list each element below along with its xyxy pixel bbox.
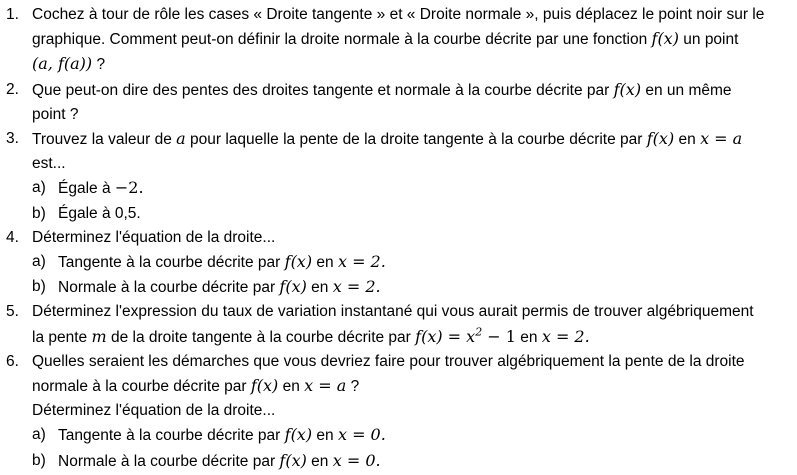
- sub-question-b: b) Égale à 0,5.: [32, 202, 791, 226]
- question-5: [6, 300, 791, 349]
- math-expression: f(x): [651, 29, 679, 49]
- math-expression: (a, f(a)): [32, 54, 93, 74]
- sub-question-label: b): [32, 204, 46, 222]
- question-number: 4.: [6, 228, 19, 246]
- math-expression: f(x): [279, 450, 307, 470]
- math-expression: x = 2.: [541, 326, 590, 346]
- question-text: Trouvez la valeur de a pour laquelle la pente de la droite tangente à la courbe décrite par f(x) en x = a: [32, 129, 743, 149]
- math-expression: −2.: [114, 178, 144, 198]
- math-expression: f(x): [284, 425, 313, 445]
- sub-question-a: a) Tangente à la courbe décrite par f(x) en x = 0.: [32, 423, 791, 448]
- question-number: 1.: [6, 6, 19, 23]
- math-expression: $f(x) = x^2 - 1$: [415, 325, 516, 346]
- question-text: Déterminez l'équation de la droite...: [32, 402, 276, 420]
- question-text: (a, f(a)) ?: [32, 54, 106, 74]
- question-1: [6, 3, 791, 78]
- sub-question-b: b) Normale à la courbe décrite par f(x) en x = 2.: [32, 275, 791, 300]
- question-6: [6, 350, 791, 474]
- question-text: Cochez à tour de rôle les cases « Droite tangente » et « Droite normale », puis déplacez le point noir sur le: [32, 6, 765, 23]
- math-expression: f(x): [279, 277, 307, 297]
- math-expression: f(x): [613, 79, 642, 99]
- question-number: 5.: [6, 303, 19, 321]
- question-number: 6.: [6, 352, 19, 370]
- question-number: 2.: [6, 80, 19, 98]
- math-expression: x = a: [700, 129, 743, 149]
- question-2: [6, 78, 791, 127]
- question-text: normale à la courbe décrite par f(x) en x = a ?: [32, 376, 360, 396]
- question-text: Déterminez l'expression du taux de variation instantané qui vous aurait permis de trouver algébriquement: [32, 303, 754, 321]
- sub-question-label: a): [32, 426, 46, 444]
- math-expression: x = 2.: [337, 252, 386, 272]
- math-expression: x = a: [304, 376, 347, 396]
- sub-question-a: a) Égale à −2.: [32, 176, 791, 201]
- question-text: Déterminez l'équation de la droite...: [32, 228, 276, 246]
- math-expression: f(x): [284, 252, 313, 272]
- question-text: la pente m de la droite tangente à la courbe décrite par $f(x) = x^2 - 1$ en x = 2.: [32, 325, 590, 346]
- math-expression: f(x): [646, 129, 675, 149]
- math-expression: m: [91, 326, 107, 346]
- math-expression: x = 2.: [332, 277, 381, 297]
- sub-question-label: b): [32, 278, 46, 296]
- question-text: est...: [32, 155, 66, 173]
- math-expression: f(x): [250, 376, 279, 396]
- math-expression: x = 0.: [332, 450, 381, 470]
- math-expression: a: [176, 129, 186, 149]
- question-4: [6, 226, 791, 301]
- sub-question-label: b): [32, 451, 46, 469]
- question-3: [6, 127, 791, 226]
- sub-question-b: b) Normale à la courbe décrite par f(x) en x = 0.: [32, 449, 791, 474]
- sub-question-label: a): [32, 179, 46, 197]
- question-text: point ?: [32, 105, 79, 123]
- question-text: Que peut-on dire des pentes des droites tangente et normale à la courbe décrite par f(x) en un même: [32, 79, 732, 99]
- math-expression: x = 0.: [337, 425, 386, 445]
- question-text: Quelles seraient les démarches que vous devriez faire pour trouver algébriquement la pente de la droite: [32, 352, 745, 370]
- sub-question-a: a) Tangente à la courbe décrite par f(x) en x = 2.: [32, 250, 791, 275]
- sub-question-label: a): [32, 253, 46, 271]
- question-text: graphique. Comment peut-on définir la droite normale à la courbe décrite par une fonction f(x) un point: [32, 29, 739, 49]
- question-number: 3.: [6, 130, 19, 148]
